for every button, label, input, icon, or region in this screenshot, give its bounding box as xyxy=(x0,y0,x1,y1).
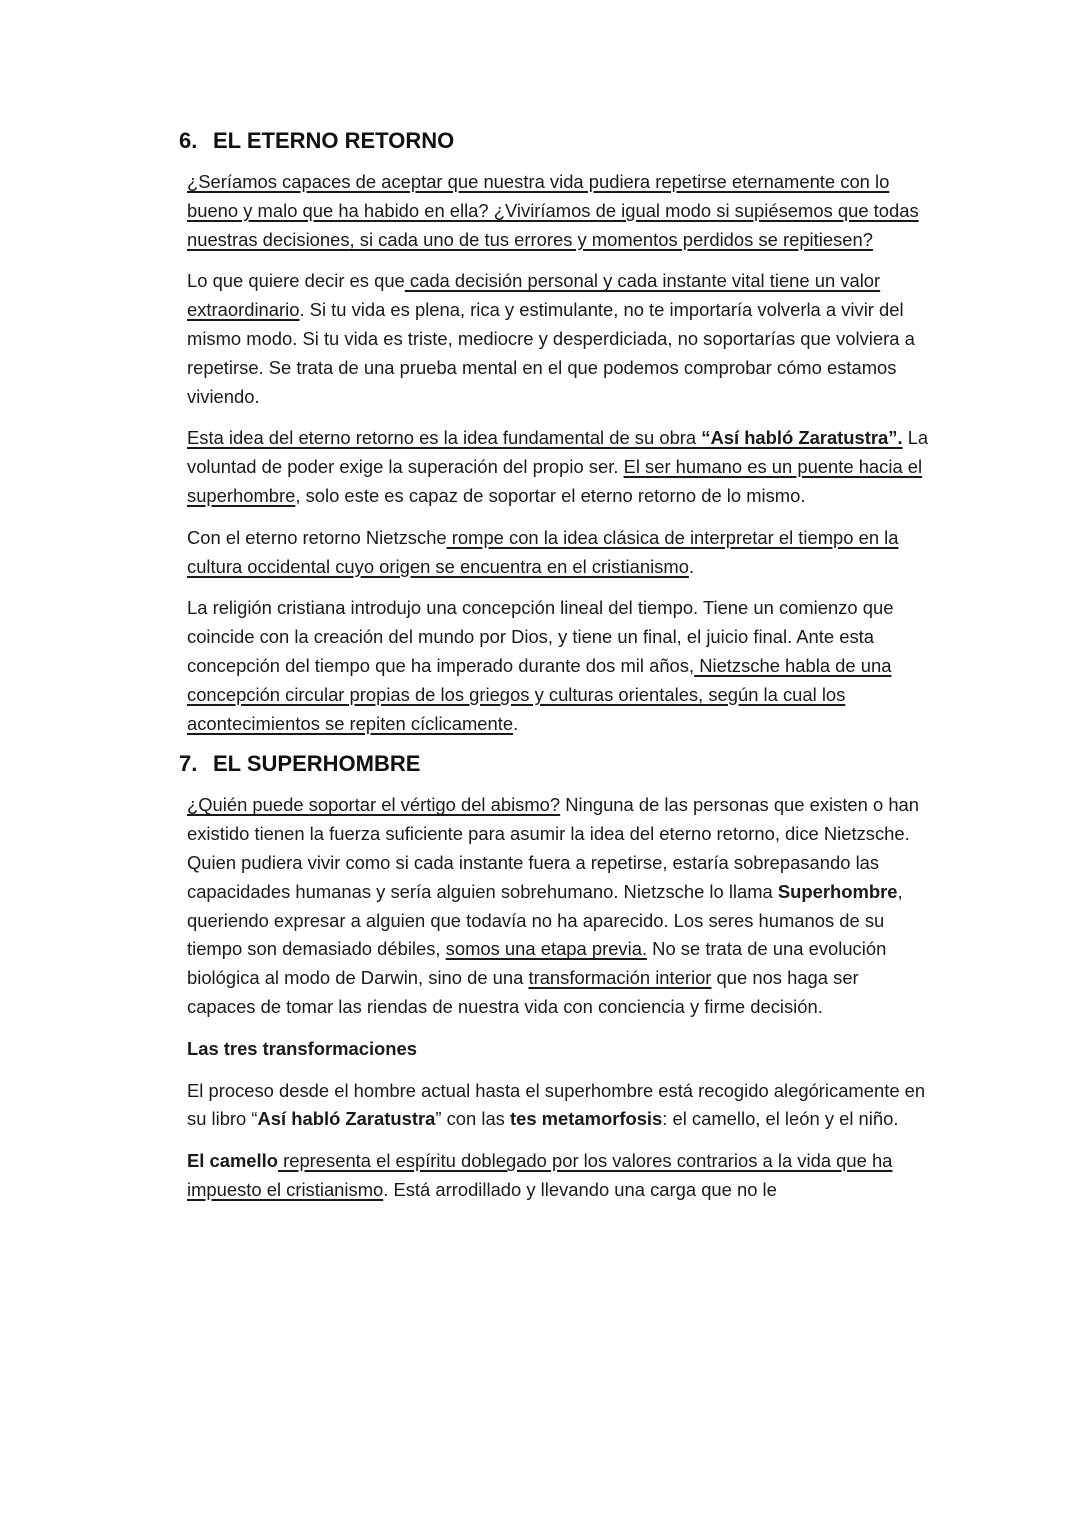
document-content xyxy=(179,128,932,1218)
underlined-text: representa el espíritu doblegado por los valores contrarios a la vida que ha impuesto el cristianismo xyxy=(187,1150,893,1200)
paragraph xyxy=(187,168,932,254)
paragraph xyxy=(187,267,932,411)
section-heading-eterno-retorno xyxy=(179,128,932,154)
paragraph xyxy=(187,424,932,510)
bold-term: tes metamorfosis xyxy=(509,1108,663,1130)
underlined-text: ¿Seríamos capaces de aceptar que nuestra vida pudiera repetirse eternamente con lo bueno y malo que ha habido en ella? ¿Viviríamos de igual modo si supiésemos que todas nuestras decisiones, si cada uno de tus errores y momentos perdidos se repitiesen? xyxy=(187,171,919,250)
text-span: . Si tu vida es plena, rica y estimulante, no te importaría volverla a vivir del mismo modo. Si tu vida es triste, mediocre y desperdiciada, no soportarías que volviera a repetirse. Se trata de una prueba mental en el que podemos comprobar cómo estamos viviendo. xyxy=(187,299,915,407)
text-span: , queriendo expresar a alguien que todavía no ha aparecido. Los seres humanos de su tiempo son demasiado débiles, xyxy=(187,880,903,960)
underlined-text: rompe con la idea clásica de interpretar el tiempo en la cultura occidental cuyo origen se encuentra en el cristianismo xyxy=(187,526,899,577)
underlined-text: ¿Quién puede soportar el vértigo del abismo? xyxy=(187,794,561,816)
text-span: La religión cristiana introdujo una concepción lineal del tiempo. Tiene un comienzo que coincide con la creación del mundo por Dios, y tiene un final, el juicio final. Ante esta concepción del tiempo que ha imperado durante dos mil años, xyxy=(187,597,894,676)
underlined-text: cada decisión personal y cada instante vital tiene un valor extraordinario xyxy=(187,270,881,321)
text-span: ” con las xyxy=(435,1108,510,1130)
book-title: Así habló Zaratustra xyxy=(257,1108,436,1130)
bold-term: El camello xyxy=(187,1150,278,1172)
section-title: EL ETERNO RETORNO xyxy=(213,128,455,153)
subheading: Las tres transformaciones xyxy=(187,1037,417,1059)
text-span: Lo que quiere decir es que xyxy=(187,270,405,292)
underlined-text: El ser humano es un puente hacia el superhombre xyxy=(187,456,923,506)
text-span: El proceso desde el hombre actual hasta el superhombre está recogido alegóricamente en su libro “ xyxy=(187,1079,926,1130)
text-span: Ninguna de las personas que existen o han existido tienen la fuerza suficiente para asumir la idea del eterno retorno, dice Nietzsche. Quien pudiera vivir como si cada instante fuera a repetirse, estaría sobrepasando las capacidades humanas y sería alguien sobrehumano. Nietzsche lo llama xyxy=(187,794,920,902)
text-span: que nos haga ser capaces de tomar las riendas de nuestra vida con conciencia y firme decisión. xyxy=(187,967,859,1017)
section-heading-superhombre xyxy=(179,751,932,777)
bold-term: Superhombre xyxy=(777,880,898,902)
section-number: 6. xyxy=(179,128,198,153)
paragraph xyxy=(187,791,932,1021)
paragraph xyxy=(187,524,932,582)
text-span: , solo este es capaz de soportar el eterno retorno de lo mismo. xyxy=(295,484,806,506)
book-title: “Así habló Zaratustra”. xyxy=(701,427,903,449)
underlined-text: Esta idea del eterno retorno es la idea fundamental de su obra xyxy=(187,427,702,449)
text-span: . xyxy=(688,555,695,577)
section-number: 7. xyxy=(179,751,198,777)
text-span: No se trata de una evolución biológica al modo de Darwin, sino de una xyxy=(187,938,887,989)
underlined-text: Nietzsche habla de una concepción circular propias de los griegos y culturas orientales, según la cual los acontecimientos se repiten cíclicamente xyxy=(187,654,892,734)
text-span: . xyxy=(513,712,519,734)
text-span: La voluntad de poder exige la superación del propio ser. xyxy=(187,427,929,478)
section-title: EL SUPERHOMBRE xyxy=(213,751,421,777)
paragraph xyxy=(187,1077,932,1135)
paragraph xyxy=(187,1147,932,1205)
text-span: : el camello, el león y el niño. xyxy=(662,1108,899,1130)
underlined-text: transformación interior xyxy=(528,967,712,989)
paragraph xyxy=(187,594,932,738)
text-span: . Está arrodillado y llevando una carga que no le xyxy=(383,1178,777,1200)
underlined-text: somos una etapa previa. xyxy=(445,938,648,960)
text-span: Con el eterno retorno Nietzsche xyxy=(187,526,447,548)
